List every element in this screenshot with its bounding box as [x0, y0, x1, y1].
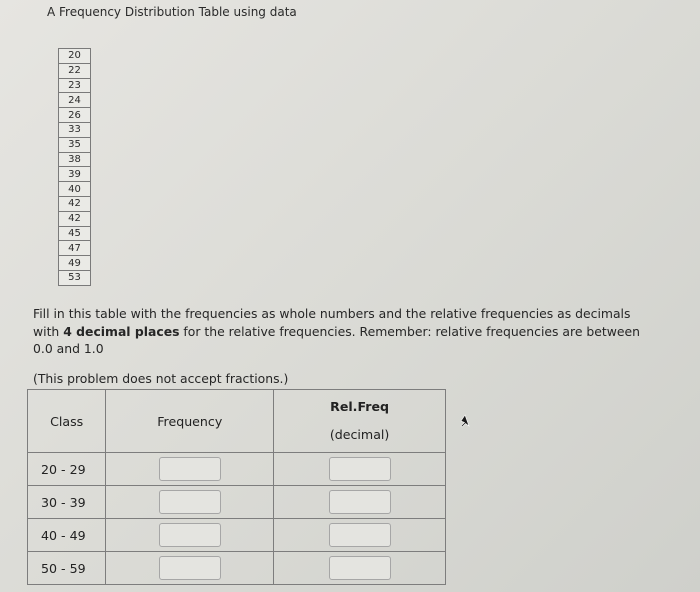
table-row: [28, 552, 446, 585]
frequency-cell: [106, 486, 274, 519]
list-item: [59, 256, 91, 271]
list-item: [59, 49, 91, 64]
frequency-cell: [106, 552, 274, 585]
instructions-part2: for the relative frequencies. Remember: relative frequencies are between 0.0 and 1.0: [33, 323, 640, 356]
list-item: [59, 78, 91, 93]
data-value: 53: [59, 270, 91, 285]
data-value: 42: [59, 196, 91, 211]
relfreq-input[interactable]: [329, 556, 391, 580]
list-item: [59, 226, 91, 241]
class-cell: 30 - 39: [28, 486, 106, 519]
frequency-cell: [106, 453, 274, 486]
table-header-row: [28, 390, 446, 453]
list-item: [59, 152, 91, 167]
instructions-part1: Fill in this table with the frequencies as whole numbers and the relative frequencies as decimals with: [33, 306, 631, 339]
data-value: 47: [59, 241, 91, 256]
data-value: 26: [59, 108, 91, 123]
list-item: [59, 270, 91, 285]
relfreq-cell: [274, 453, 446, 486]
header-frequency: Frequency: [106, 390, 274, 453]
data-value: 49: [59, 256, 91, 271]
list-item: [59, 241, 91, 256]
frequency-input[interactable]: [159, 523, 221, 547]
list-item: [59, 137, 91, 152]
mouse-pointer-icon: [458, 414, 470, 428]
class-cell: 40 - 49: [28, 519, 106, 552]
table-row: [28, 453, 446, 486]
frequency-cell: [106, 519, 274, 552]
table-row: [28, 486, 446, 519]
relfreq-cell: [274, 552, 446, 585]
relfreq-cell: [274, 519, 446, 552]
list-item: [59, 108, 91, 123]
data-value: 23: [59, 78, 91, 93]
table-row: [28, 519, 446, 552]
relfreq-cell: [274, 486, 446, 519]
list-item: [59, 63, 91, 78]
header-class: Class: [28, 390, 106, 453]
list-item: [59, 122, 91, 137]
data-value: 38: [59, 152, 91, 167]
instructions-bold: 4 decimal places: [63, 323, 180, 339]
data-values-list: [58, 48, 91, 286]
relfreq-input[interactable]: [329, 490, 391, 514]
header-relfreq-line1: Rel.Freq: [330, 399, 390, 414]
data-value: 40: [59, 182, 91, 197]
data-value: 42: [59, 211, 91, 226]
list-item: [59, 167, 91, 182]
list-item: [59, 196, 91, 211]
data-value: 39: [59, 167, 91, 182]
frequency-input[interactable]: [159, 490, 221, 514]
class-cell: 20 - 29: [28, 453, 106, 486]
relfreq-input[interactable]: [329, 457, 391, 481]
data-value: 33: [59, 122, 91, 137]
class-cell: 50 - 59: [28, 552, 106, 585]
frequency-input[interactable]: [159, 457, 221, 481]
instructions-text: [33, 305, 658, 358]
fractions-note: (This problem does not accept fractions.): [33, 371, 289, 386]
data-value: 24: [59, 93, 91, 108]
data-value: 22: [59, 63, 91, 78]
frequency-distribution-table: [27, 389, 446, 585]
list-item: [59, 93, 91, 108]
frequency-input[interactable]: [159, 556, 221, 580]
list-item: [59, 182, 91, 197]
page-title: A Frequency Distribution Table using data: [47, 5, 297, 19]
header-relfreq: [274, 390, 446, 453]
data-value: 20: [59, 49, 91, 64]
data-value: 35: [59, 137, 91, 152]
list-item: [59, 211, 91, 226]
relfreq-input[interactable]: [329, 523, 391, 547]
data-value: 45: [59, 226, 91, 241]
header-relfreq-line2: (decimal): [329, 427, 390, 442]
